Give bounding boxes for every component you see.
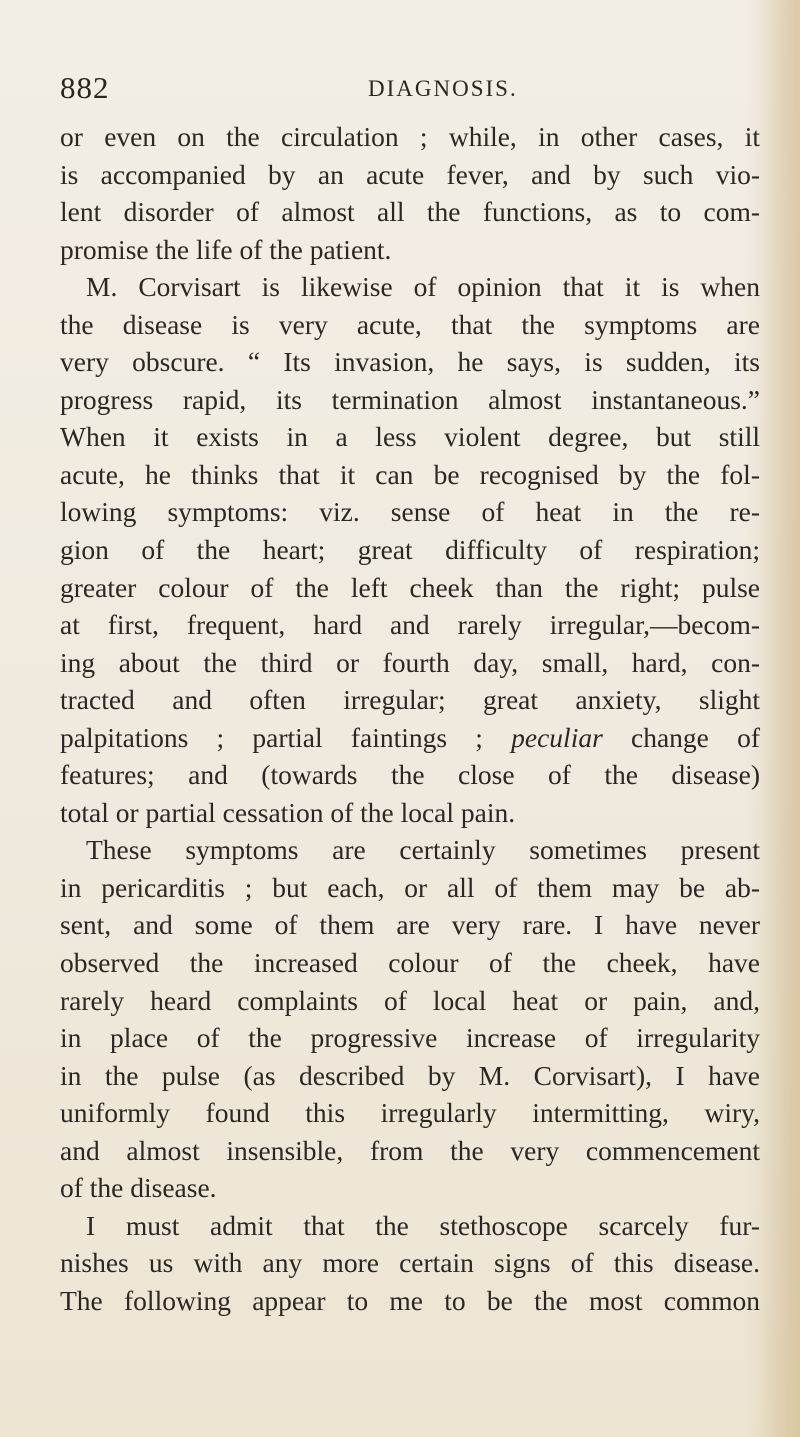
text-line: I must admit that the stethoscope scarcely fur- bbox=[86, 1209, 760, 1241]
text-line: rarely heard complaints of local heat or pain, and, bbox=[60, 984, 760, 1016]
running-head: DIAGNOSIS. bbox=[368, 76, 518, 101]
page-header bbox=[60, 70, 750, 110]
text-line: M. Corvisart is likewise of opinion that it is when bbox=[86, 271, 760, 303]
text-line: tracted and often irregular; great anxiety, slight bbox=[60, 684, 760, 716]
page-number: 882 bbox=[60, 70, 110, 105]
text-line: sent, and some of them are very rare. I have never bbox=[60, 909, 760, 941]
text-line: and almost insensible, from the very commencement bbox=[60, 1134, 760, 1166]
text-line: in the pulse (as described by M. Corvisart), I have bbox=[60, 1059, 760, 1091]
text-line: greater colour of the left cheek than the right; pulse bbox=[60, 571, 760, 603]
text-line: lent disorder of almost all the functions, as to com- bbox=[60, 196, 760, 228]
text-line: is accompanied by an acute fever, and by such vio- bbox=[60, 158, 760, 190]
body-text bbox=[60, 118, 760, 1320]
text-line: or even on the circulation ; while, in other cases, it bbox=[60, 121, 760, 152]
text-line: observed the increased colour of the cheek, have bbox=[60, 947, 760, 979]
line-segment: palpitations ; partial faintings ; bbox=[60, 721, 483, 753]
line-segment: change of bbox=[602, 721, 760, 753]
text-line: The following appear to me to be the most common bbox=[60, 1284, 760, 1316]
text-line: promise the life of the patient. bbox=[60, 233, 392, 265]
text-line: lowing symptoms: viz. sense of heat in the re- bbox=[60, 496, 760, 528]
text-line: very obscure. “ Its invasion, he says, is sudden, its bbox=[60, 346, 760, 378]
text-line: ing about the third or fourth day, small, hard, con- bbox=[60, 646, 760, 678]
text-line: of the disease. bbox=[60, 1172, 217, 1204]
text-line: features; and (towards the close of the disease) bbox=[60, 759, 760, 791]
text-line: These symptoms are certainly sometimes present bbox=[86, 834, 760, 866]
text-line-with-italic bbox=[60, 719, 760, 757]
italic-word: peculiar bbox=[511, 721, 603, 753]
text-line: nishes us with any more certain signs of this disease. bbox=[60, 1247, 760, 1279]
text-line: uniformly found this irregularly intermitting, wiry, bbox=[60, 1097, 760, 1129]
text-line: in place of the progressive increase of irregularity bbox=[60, 1022, 760, 1054]
text-line: progress rapid, its termination almost instantaneous.” bbox=[60, 383, 760, 415]
text-line: When it exists in a less violent degree, but still bbox=[60, 421, 760, 453]
text-line: in pericarditis ; but each, or all of them may be ab- bbox=[60, 871, 760, 903]
text-line: gion of the heart; great difficulty of respiration; bbox=[60, 534, 760, 566]
text-line: the disease is very acute, that the symptoms are bbox=[60, 308, 760, 340]
text-line: at first, frequent, hard and rarely irregular,—becom- bbox=[60, 609, 760, 641]
text-line: acute, he thinks that it can be recognised by the fol- bbox=[60, 458, 760, 490]
page-edge-shadow bbox=[760, 0, 800, 1437]
text-line: total or partial cessation of the local pain. bbox=[60, 796, 516, 828]
